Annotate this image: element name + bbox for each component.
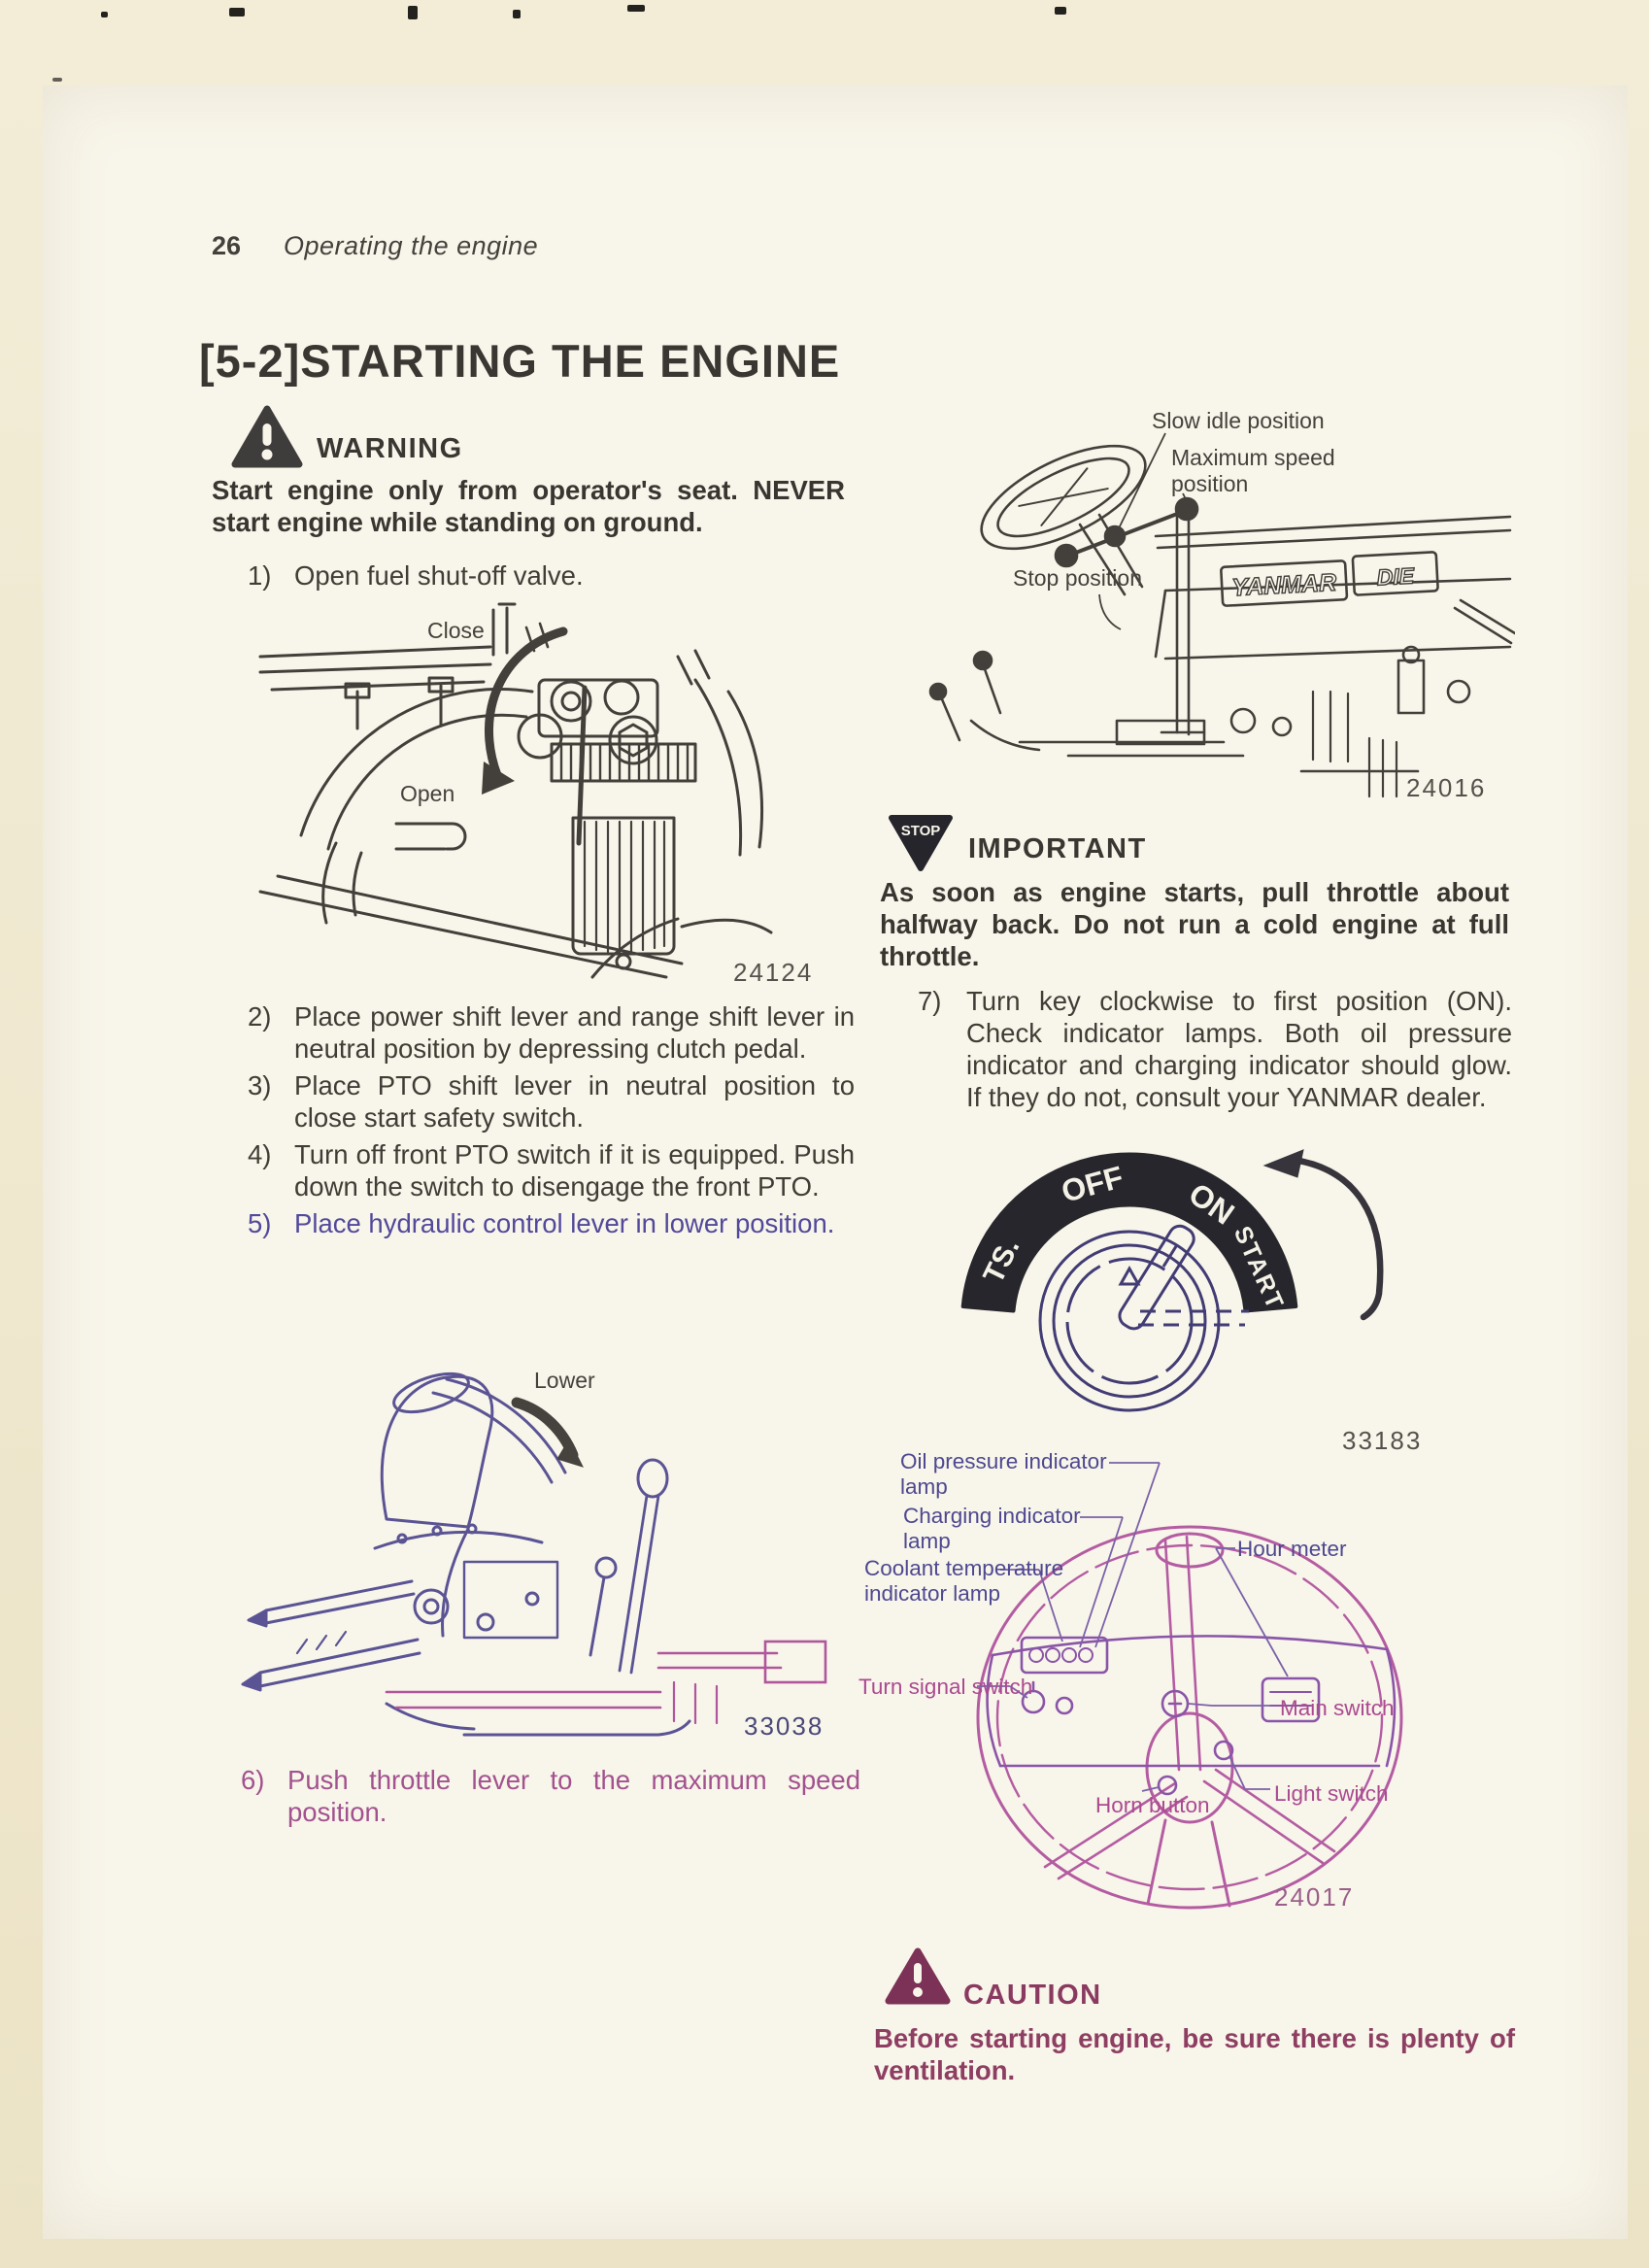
key-position-ts: TS. [977, 1234, 1026, 1289]
slow-idle-label: Slow idle position [1152, 408, 1325, 433]
main-switch-label: Main switch [1280, 1696, 1395, 1720]
step-text: Place PTO shift lever in neutral position to close start safety switch. [294, 1070, 855, 1133]
figure-throttle-positions [874, 400, 1525, 818]
scan-artifact [627, 5, 645, 12]
step-number: 7) [918, 986, 942, 1016]
figure-seat-lower [241, 1362, 862, 1755]
step-6 [241, 1764, 860, 1828]
page-number: 26 [212, 231, 242, 260]
step-text: Turn off front PTO switch if it is equipped. Push down the switch to disengage the front PTO. [294, 1139, 855, 1202]
seat-drawing [241, 1362, 843, 1750]
hood-logo-die: DIE [1376, 562, 1415, 591]
stop-sign-text: STOP [900, 823, 941, 839]
scan-artifact [52, 78, 62, 82]
key-position-start: START [1228, 1222, 1290, 1315]
important-body: As soon as engine starts, pull throttle about halfway back. Do not run a cold engine at full throttle. [880, 877, 1509, 971]
key-switch-drawing [923, 1148, 1505, 1459]
steps-2-5 [248, 1000, 855, 1244]
fuel-valve-open-label: Open [400, 781, 455, 806]
step-text: Place hydraulic control lever in lower position. [294, 1208, 835, 1238]
step-3 [248, 1069, 855, 1134]
figure-number: 33038 [744, 1711, 824, 1741]
figure-number: 33183 [1342, 1426, 1423, 1455]
caution-triangle-icon [884, 1946, 952, 2012]
step-2 [248, 1000, 855, 1065]
figure-number: 24017 [1274, 1882, 1355, 1912]
turn-signal-label: Turn signal switch [858, 1675, 1033, 1699]
step-number: 6) [241, 1765, 265, 1795]
warning-heading: WARNING [317, 433, 463, 464]
fuel-valve-drawing [243, 598, 787, 987]
step-7 [918, 985, 1515, 1113]
hour-meter-label: Hour meter [1237, 1537, 1347, 1561]
scan-artifact [101, 12, 108, 17]
step-number: 5) [248, 1208, 272, 1238]
step-text: Place power shift lever and range shift lever in neutral position by depressing clutch pedal. [294, 1001, 855, 1064]
step-1 [248, 559, 830, 592]
max-speed-label: Maximum speed position [1171, 445, 1335, 496]
running-title: Operating the engine [284, 231, 539, 260]
hood-logo-yanmar: YANMAR [1230, 568, 1337, 602]
coolant-lamp-label: Coolant temperature indicator lamp [864, 1556, 1064, 1606]
oil-pressure-lamp-label: Oil pressure indicator lamp [900, 1449, 1107, 1499]
figure-key-switch [923, 1148, 1515, 1464]
step-number: 1) [248, 560, 272, 591]
step-text: Push throttle lever to the maximum speed position. [287, 1765, 860, 1827]
key-position-on: ON [1182, 1175, 1241, 1232]
light-switch-label: Light switch [1274, 1781, 1389, 1806]
fuel-valve-close-label: Close [427, 618, 485, 643]
caution-body: Before starting engine, be sure there is plenty of ventilation. [874, 2023, 1515, 2085]
scan-artifact [229, 8, 245, 17]
scan-artifact [513, 10, 521, 18]
horn-button-label: Horn button [1095, 1793, 1210, 1817]
figure-number: 24016 [1406, 773, 1487, 802]
seat-lower-label: Lower [534, 1368, 595, 1393]
important-heading: IMPORTANT [968, 833, 1147, 864]
step-text: Turn key clockwise to first position (ON). Check indicator lamps. Both oil pressure indicator and charging indicator should glow. If they do not, consult your YANMAR dealer. [966, 986, 1512, 1112]
figure-dashboard [855, 1447, 1544, 1938]
warning-body: Start engine only from operator's seat. NEVER start engine while standing on ground. [212, 475, 845, 537]
step-4 [248, 1138, 855, 1202]
step-number: 4) [248, 1139, 272, 1169]
step-number: 2) [248, 1001, 272, 1032]
step-text: Open fuel shut-off valve. [294, 560, 584, 591]
charging-lamp-label: Charging indicator lamp [903, 1504, 1081, 1553]
stop-sign-icon [887, 812, 955, 877]
figure-number: 24124 [733, 958, 814, 987]
caution-heading: CAUTION [963, 1980, 1102, 2011]
figure-fuel-valve [243, 598, 814, 997]
section-title: [5-2]STARTING THE ENGINE [199, 335, 841, 387]
stop-position-label: Stop position [1013, 565, 1142, 591]
scan-artifact [408, 6, 418, 19]
step-5 [248, 1207, 855, 1239]
step-number: 3) [248, 1070, 272, 1100]
key-position-off: OFF [1058, 1159, 1127, 1209]
warning-triangle-icon [230, 404, 304, 475]
scan-artifact [1055, 7, 1066, 15]
